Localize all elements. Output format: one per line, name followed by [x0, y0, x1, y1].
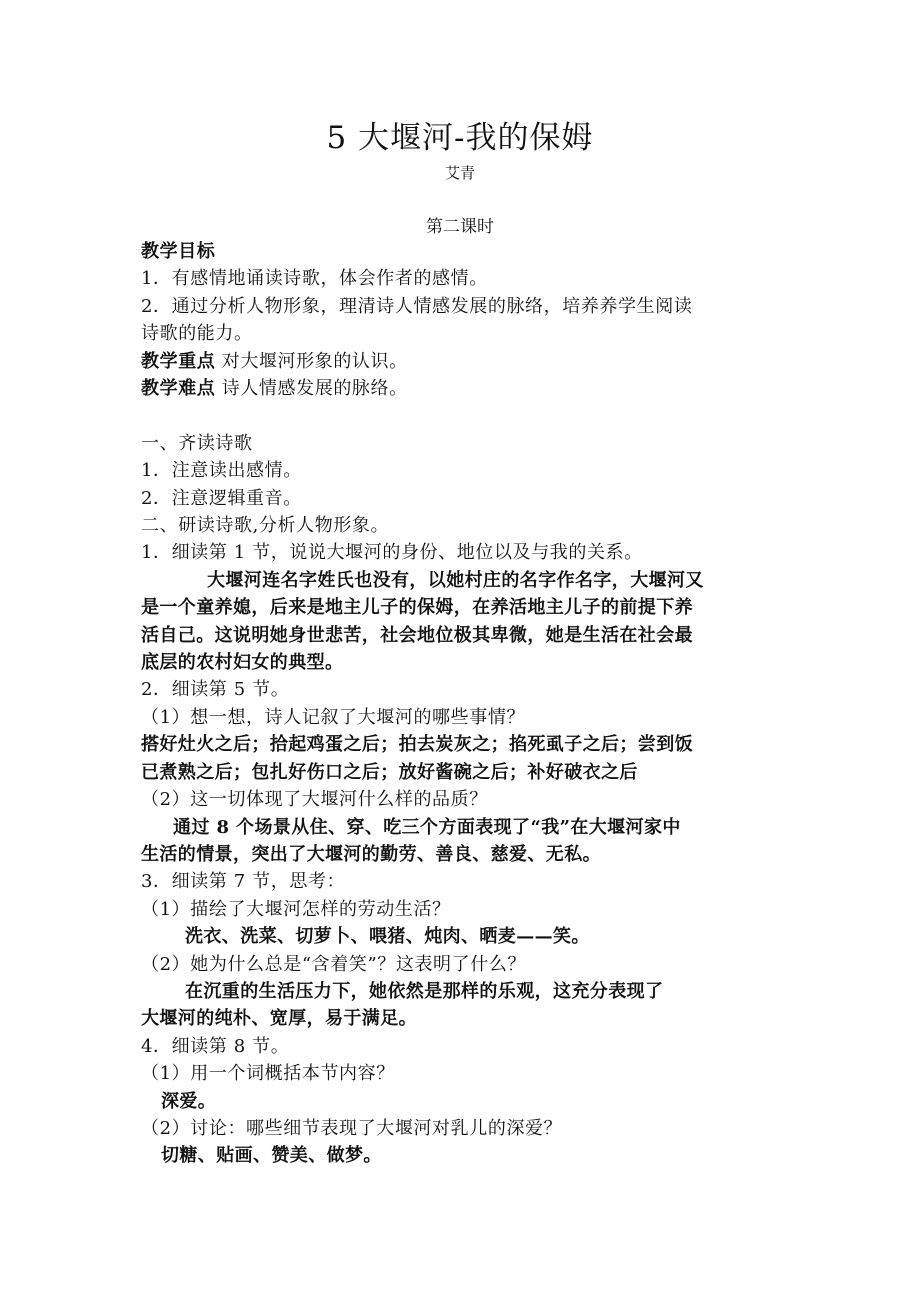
document-title: 5 大堰河-我的保姆	[326, 120, 594, 156]
answer-line: 洗衣、洗菜、切萝卜、喂猪、炖肉、晒麦——笑。	[185, 926, 590, 948]
answer-line: 是一个童养媳，后来是地主儿子的保姆，在养活地主儿子的前提下养	[141, 597, 693, 619]
text-line: 1．细读第 1 节，说说大堰河的身份、地位以及与我的关系。	[141, 542, 643, 564]
goals-heading: 教学目标	[141, 241, 216, 262]
document-body	[141, 238, 801, 1170]
difficulty-line	[141, 375, 801, 402]
answer-line: 大堰河连名字姓氏也没有，以她村庄的名字作名字，大堰河又	[207, 569, 704, 591]
section-heading: 二、研读诗歌,分析人物形象。	[141, 515, 390, 537]
author-name: 艾青	[444, 164, 475, 182]
answer-line: 生活的情景，突出了大堰河的勤劳、善良、慈爱、无私。	[141, 843, 601, 865]
question-line: （2）讨论：哪些细节表现了大堰河对乳儿的深爱？	[141, 1117, 563, 1139]
answer-line: 已煮熟之后；包扎好伤口之后；放好酱碗之后；补好破衣之后	[141, 761, 638, 783]
text-line: 1．注意读出感情。	[141, 460, 302, 482]
lesson-label: 第二课时	[426, 217, 494, 237]
text-line: 3．细读第 7 节，思考：	[141, 871, 346, 893]
text-line: 2．注意逻辑重音。	[141, 487, 302, 509]
goal-item: 2．通过分析人物形象，理清诗人情感发展的脉络，培养养学生阅读	[141, 295, 693, 317]
goal-item: 1．有感情地诵读诗歌，体会作者的感情。	[141, 268, 488, 290]
blank-line	[141, 402, 801, 429]
answer-line: 通过 8 个场景从住、穿、吃三个方面表现了“我”在大堰河家中	[173, 816, 681, 838]
key-point-line	[141, 348, 801, 375]
difficulty-text: 诗人情感发展的脉络。	[215, 378, 408, 400]
answer-line: 搭好灶火之后；拾起鸡蛋之后；拍去炭灰之；掐死虱子之后；尝到饭	[141, 734, 693, 756]
answer-line: 底层的农村妇女的典型。	[141, 652, 344, 674]
question-line: （1）描绘了大堰河怎样的劳动生活？	[141, 898, 451, 920]
answer-line: 深爱。	[161, 1090, 217, 1112]
question-line: （1）想一想，诗人记叙了大堰河的哪些事情？	[141, 706, 526, 728]
question-line: （2）这一切体现了大堰河什么样的品质？	[141, 789, 488, 811]
key-point-text: 对大堰河形象的认识。	[215, 350, 408, 372]
answer-line: 在沉重的生活压力下，她依然是那样的乐观，这充分表现了	[185, 980, 664, 1002]
difficulty-label: 教学难点	[141, 378, 216, 400]
text-line: 2．细读第 5 节。	[141, 679, 290, 701]
section-heading: 一、齐读诗歌	[141, 432, 253, 454]
answer-line: 切糖、贴画、赞美、做梦。	[161, 1145, 382, 1167]
question-line: （1）用一个词概括本节内容？	[141, 1063, 395, 1085]
answer-line: 大堰河的纯朴、宽厚，易于满足。	[141, 1008, 417, 1030]
goal-item: 诗歌的能力。	[141, 323, 253, 345]
answer-line: 活自己。这说明她身世悲苦，社会地位极其卑微，她是生活在社会最	[141, 624, 693, 646]
question-line: （2）她为什么总是“含着笑”？这表明了什么？	[141, 953, 527, 975]
text-line: 4．细读第 8 节。	[141, 1035, 290, 1057]
key-point-label: 教学重点	[141, 350, 216, 372]
